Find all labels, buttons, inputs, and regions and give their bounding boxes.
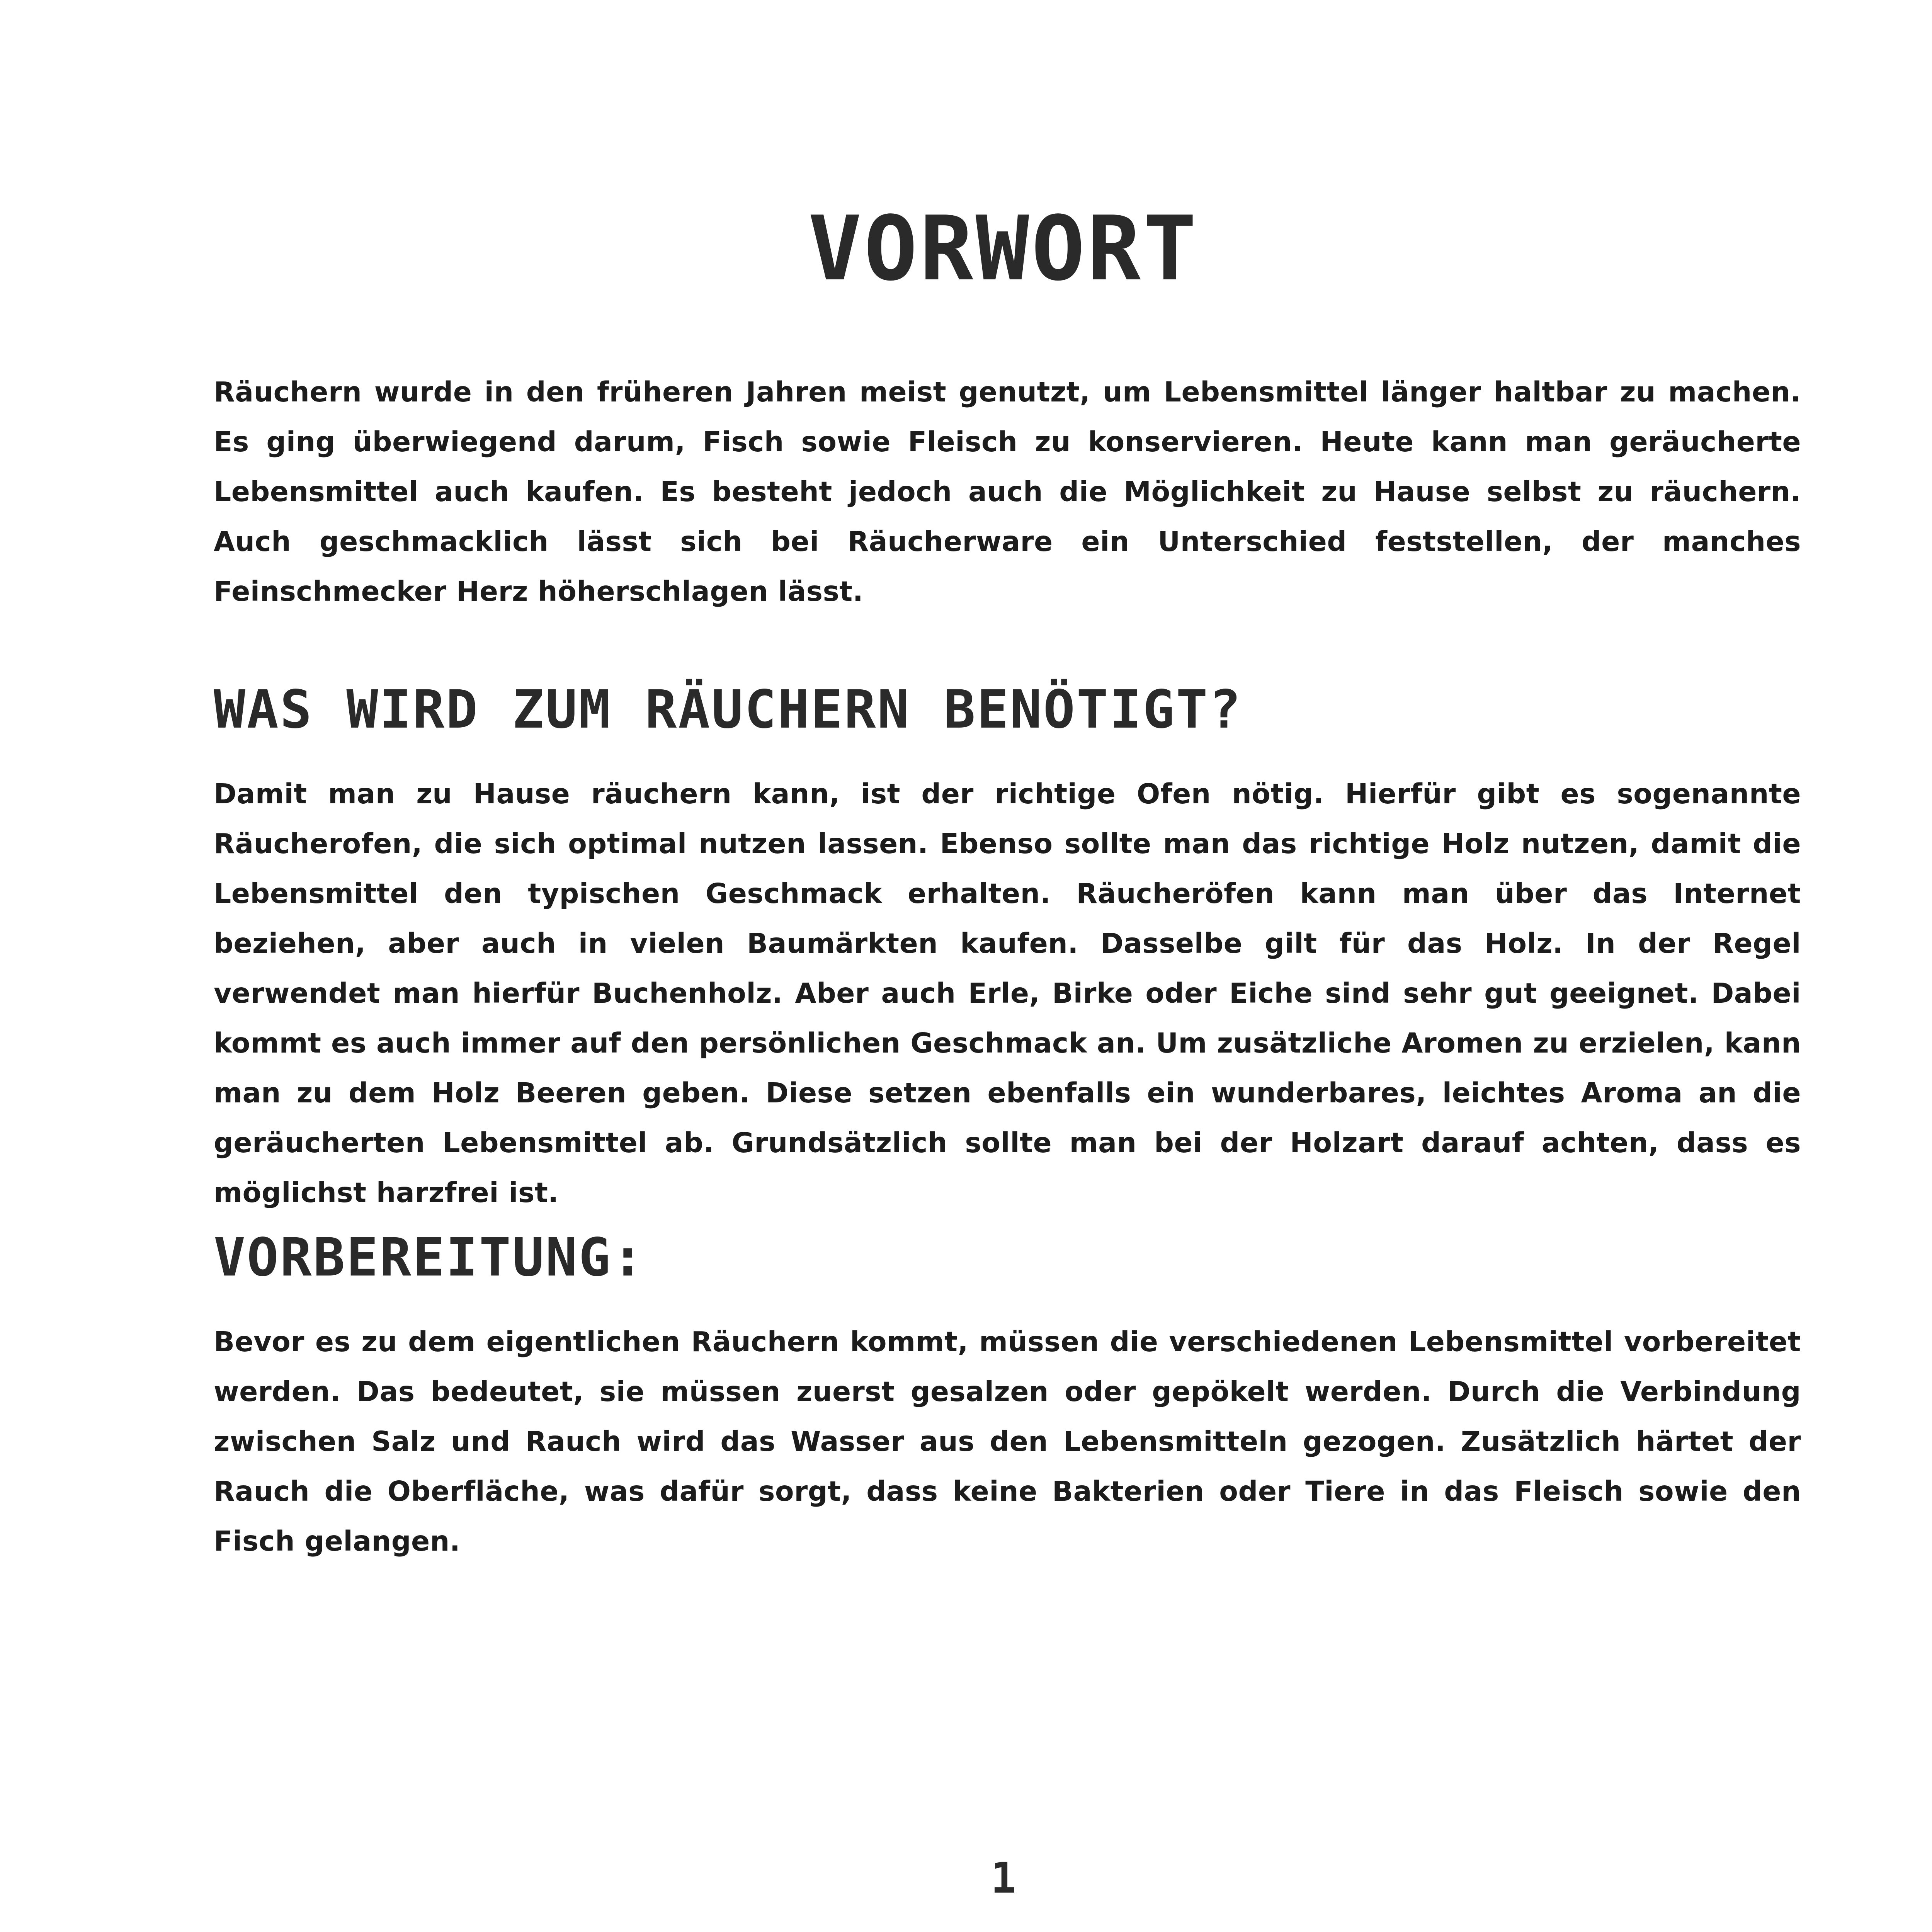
section-heading-preparation: VORBEREITUNG: (214, 1227, 645, 1288)
page-number: 1 (990, 1853, 1017, 1903)
section-paragraph-preparation: Bevor es zu dem eigentlichen Räuchern kommt, müssen die verschiedenen Lebensmittel vorbereitet werden. Das bedeutet, sie müssen zuerst gesalzen oder gepökelt werden. Durch die Verbindung zwischen Salz und Rauch wird das Wasser aus den Lebensmitteln gezogen. Zusätzlich härtet der Rauch die Oberfläche, was dafür sorgt, dass keine Bakterien oder Tiere in das Fleisch sowie den Fisch gelangen. (214, 1326, 1801, 1557)
intro-paragraph: Räuchern wurde in den früheren Jahren meist genutzt, um Lebensmittel länger haltbar zu machen. Es ging überwiegend darum, Fisch sowie Fleisch zu konservieren. Heute kann man geräucherte Lebensmittel auch kaufen. Es besteht jedoch auch die Möglichkeit zu Hause selbst zu räuchern. Auch geschmacklich lässt sich bei Räucherware ein Unterschied feststellen, der manches Feinschmecker Herz höherschlagen lässt. (214, 376, 1801, 607)
page-title: VORWORT (808, 197, 1199, 301)
section-paragraph-equipment: Damit man zu Hause räuchern kann, ist der richtige Ofen nötig. Hierfür gibt es sogenannte Räucherofen, die sich optimal nutzen lassen. Ebenso sollte man das richtige Holz nutzen, damit die Lebensmittel den typischen Geschmack erhalten. Räucheröfen kann man über das Internet beziehen, aber auch in vielen Baumärkten kaufen. Dasselbe gilt für das Holz. In der Regel verwendet man hierfür Buchenholz. Aber auch Erle, Birke oder Eiche sind sehr gut geeignet. Dabei kommt es auch immer auf den persönlichen Geschmack an. Um zusätzliche Aromen zu erzielen, kann man zu dem Holz Beeren geben. Diese setzen ebenfalls ein wunderbares, leichtes Aroma an die geräucherten Lebensmittel ab. Grundsätzlich sollte man bei der Holzart darauf achten, dass es möglichst harzfrei ist. (214, 778, 1801, 1209)
section-heading-equipment: WAS WIRD ZUM RÄUCHERN BENÖTIGT? (214, 679, 1243, 740)
